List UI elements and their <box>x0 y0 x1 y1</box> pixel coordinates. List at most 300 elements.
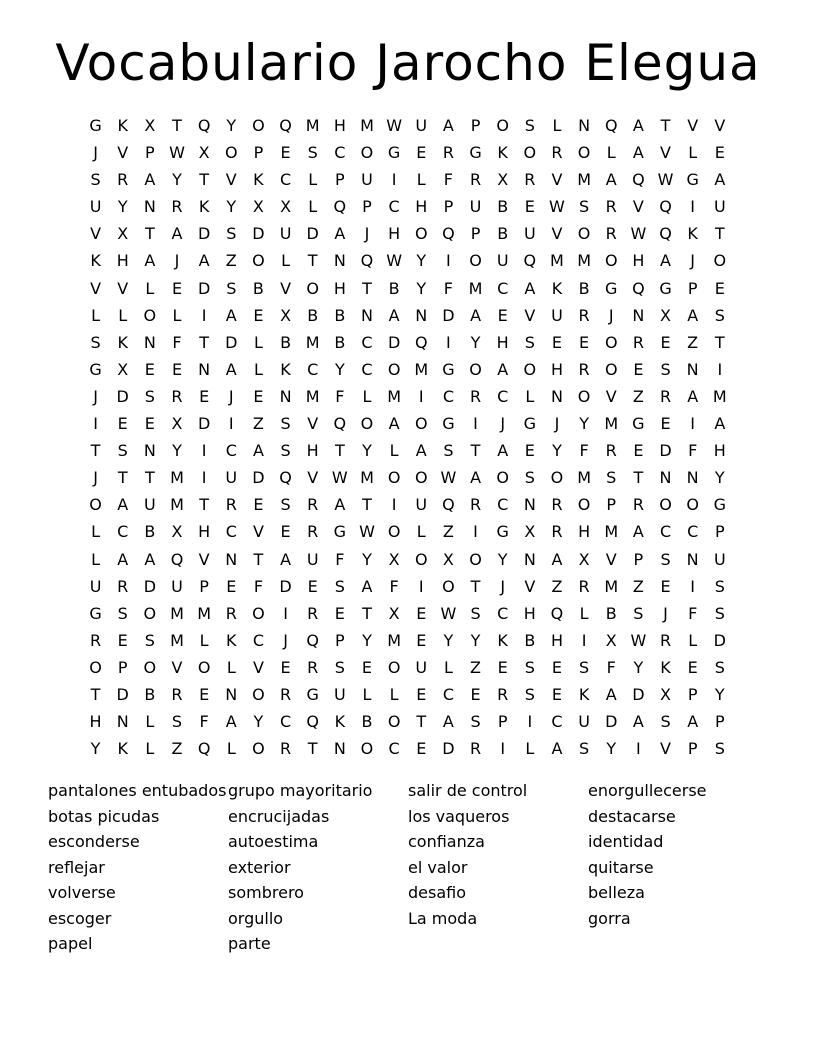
grid-letter: G <box>605 278 618 298</box>
grid-letter: A <box>687 386 699 406</box>
grid-letter: C <box>252 630 264 650</box>
grid-letter: G <box>496 522 509 542</box>
grid-letter: L <box>308 197 318 217</box>
grid-letter: T <box>470 441 481 461</box>
grid-letter: A <box>470 468 482 488</box>
grid-row <box>82 491 733 518</box>
word-list-item: autoestima <box>228 832 319 851</box>
grid-letter: P <box>335 630 345 650</box>
grid-letter: L <box>308 170 318 190</box>
word-list-item: papel <box>48 934 93 953</box>
grid-letter: T <box>362 495 372 515</box>
grid-letter: J <box>608 305 614 325</box>
grid-letter: W <box>440 603 457 623</box>
grid-letter: L <box>552 116 562 135</box>
grid-letter: E <box>117 630 128 650</box>
grid-letter: I <box>446 251 451 271</box>
grid-letter: A <box>117 495 129 515</box>
grid-letter: V <box>660 143 671 163</box>
grid-letter: E <box>199 386 210 406</box>
grid-row <box>82 356 733 383</box>
grid-letter: H <box>415 197 428 217</box>
grid-letter: O <box>387 522 401 542</box>
grid-letter: V <box>605 549 617 569</box>
grid-letter: S <box>334 576 345 596</box>
grid-letter: L <box>389 684 399 704</box>
grid-letter: F <box>335 549 345 569</box>
grid-letter: J <box>228 386 234 406</box>
grid-row <box>82 708 733 735</box>
grid-row <box>82 573 733 600</box>
grid-letter: E <box>171 278 183 298</box>
grid-letter: L <box>416 170 426 190</box>
word-list-item: reflejar <box>48 857 105 877</box>
grid-letter: Q <box>197 116 211 135</box>
grid-letter: T <box>307 251 318 271</box>
word-list-item: esconderse <box>48 832 140 851</box>
grid-letter: J <box>93 386 98 406</box>
grid-letter: D <box>197 278 211 298</box>
grid-letter: O <box>387 657 401 677</box>
grid-letter: Y <box>714 684 725 704</box>
grid-letter: D <box>116 386 129 406</box>
grid-letter: V <box>524 576 536 596</box>
grid-letter: Q <box>306 630 319 650</box>
grid-letter: Q <box>360 251 374 271</box>
grid-letter: O <box>252 251 265 271</box>
grid-letter: O <box>252 739 265 759</box>
grid-letter: V <box>524 305 536 325</box>
grid-letter: Q <box>523 251 537 271</box>
grid-letter: I <box>201 305 207 325</box>
grid-letter: O <box>469 251 482 271</box>
grid-letter: T <box>253 549 264 569</box>
grid-letter: M <box>360 468 374 488</box>
grid-letter: S <box>714 576 725 596</box>
grid-letter: H <box>550 630 563 650</box>
grid-letter: M <box>414 359 429 379</box>
grid-letter: C <box>497 386 509 406</box>
grid-letter: V <box>252 522 264 542</box>
grid-letter: L <box>145 739 155 759</box>
grid-letter: U <box>225 468 238 488</box>
grid-row <box>82 193 733 220</box>
grid-letter: C <box>361 332 373 352</box>
grid-letter: D <box>632 684 645 704</box>
grid-letter: O <box>89 495 102 515</box>
grid-letter: P <box>470 224 481 244</box>
grid-letter: E <box>551 332 563 352</box>
grid-letter: S <box>144 630 155 650</box>
grid-letter: U <box>415 495 428 515</box>
grid-letter: A <box>388 414 400 434</box>
grid-letter: O <box>387 712 401 732</box>
grid-letter: V <box>714 116 726 135</box>
grid-letter: E <box>416 143 427 163</box>
grid-letter: P <box>117 657 128 677</box>
grid-letter: O <box>414 414 428 434</box>
grid-letter: P <box>199 576 209 596</box>
grid-letter: I <box>418 386 424 406</box>
grid-letter: V <box>252 657 264 677</box>
grid-letter: S <box>714 603 725 623</box>
grid-letter: N <box>143 197 156 217</box>
grid-letter: H <box>496 332 509 352</box>
grid-letter: C <box>659 522 672 542</box>
grid-letter: I <box>283 603 288 623</box>
grid-letter: F <box>443 170 453 190</box>
grid-letter: L <box>389 441 399 461</box>
grid-letter: V <box>117 143 129 163</box>
grid-letter: N <box>578 116 591 135</box>
word-list-item: La moda <box>408 908 478 928</box>
grid-letter: M <box>170 603 184 623</box>
grid-letter: C <box>334 143 346 163</box>
grid-letter: R <box>469 495 482 515</box>
word-list-item: volverse <box>48 883 116 902</box>
grid-letter: J <box>283 630 288 650</box>
grid-letter: X <box>144 116 156 135</box>
grid-letter: R <box>605 197 617 217</box>
grid-letter: R <box>117 170 129 190</box>
grid-letter: T <box>90 441 101 461</box>
grid-letter: O <box>306 278 319 298</box>
grid-letter: W <box>359 522 375 542</box>
grid-letter: X <box>578 549 590 569</box>
grid-letter: E <box>144 359 155 379</box>
grid-letter: N <box>333 251 346 271</box>
grid-letter: B <box>605 603 617 623</box>
grid-letter: K <box>497 630 508 650</box>
grid-letter: E <box>497 305 508 325</box>
grid-letter: Z <box>171 739 183 759</box>
grid-letter: T <box>470 576 481 596</box>
grid-letter: B <box>334 332 346 352</box>
grid-letter: K <box>117 332 128 352</box>
grid-letter: L <box>226 657 236 677</box>
grid-letter: M <box>305 332 320 352</box>
grid-letter: O <box>252 603 265 623</box>
grid-letter: I <box>500 739 506 759</box>
word-list-item: salir de control <box>408 781 528 800</box>
grid-letter: O <box>604 251 618 271</box>
grid-letter: Y <box>416 251 427 271</box>
grid-letter: T <box>660 116 671 135</box>
grid-letter: A <box>117 549 129 569</box>
grid-letter: A <box>470 305 482 325</box>
grid-letter: B <box>524 630 536 650</box>
grid-letter: T <box>144 468 155 488</box>
grid-letter: E <box>551 657 563 677</box>
grid-letter: E <box>416 603 427 623</box>
word-list-item: orgullo <box>228 908 284 928</box>
grid-row <box>82 464 733 491</box>
word-list-item: el valor <box>408 857 468 877</box>
grid-letter: Y <box>226 116 237 135</box>
grid-letter: D <box>279 576 292 596</box>
grid-letter: W <box>657 170 674 190</box>
grid-letter: B <box>144 684 156 704</box>
grid-letter: E <box>416 684 427 704</box>
grid-letter: D <box>442 305 455 325</box>
grid-letter: E <box>660 576 671 596</box>
grid-letter: D <box>252 468 265 488</box>
grid-letter: D <box>197 224 211 244</box>
grid-letter: C <box>497 278 509 298</box>
grid-letter: Y <box>226 197 237 217</box>
grid-letter: L <box>172 305 182 325</box>
grid-letter: N <box>333 739 346 759</box>
grid-letter: E <box>253 386 264 406</box>
grid-letter: S <box>714 305 725 325</box>
grid-letter: K <box>497 143 508 163</box>
grid-letter: C <box>117 522 129 542</box>
grid-letter: F <box>199 712 209 732</box>
grid-letter: O <box>143 657 157 677</box>
grid-letter: Z <box>632 386 644 406</box>
grid-letter: R <box>171 684 183 704</box>
grid-letter: L <box>443 657 453 677</box>
grid-letter: S <box>714 657 725 677</box>
grid-letter: L <box>525 739 535 759</box>
grid-letter: W <box>630 630 647 650</box>
word-list-item: gorra <box>588 908 631 928</box>
grid-letter: L <box>606 143 616 163</box>
grid-letter: U <box>713 197 726 217</box>
grid-letter: H <box>523 603 536 623</box>
grid-letter: I <box>391 495 397 515</box>
grid-letter: O <box>442 576 455 596</box>
grid-letter: M <box>387 630 402 650</box>
grid-letter: Q <box>604 116 618 135</box>
grid-letter: U <box>361 170 373 190</box>
grid-letter: K <box>198 197 210 217</box>
word-list-item: escoger <box>48 908 112 928</box>
grid-letter: J <box>364 224 370 244</box>
grid-letter: H <box>198 522 211 542</box>
grid-letter: S <box>226 224 237 244</box>
grid-letter: A <box>497 359 509 379</box>
grid-letter: O <box>360 143 374 163</box>
grid-letter: F <box>253 576 264 596</box>
grid-letter: K <box>660 657 671 677</box>
grid-letter: G <box>442 414 455 434</box>
grid-letter: Q <box>279 116 292 135</box>
grid-letter: S <box>579 739 590 759</box>
grid-letter: O <box>252 116 265 135</box>
grid-letter: X <box>280 197 292 217</box>
grid-letter: U <box>306 549 319 569</box>
grid-letter: A <box>334 224 346 244</box>
word-list-item <box>588 931 768 957</box>
word-list <box>48 778 788 957</box>
grid-letter: B <box>334 305 346 325</box>
grid-letter: G <box>523 414 537 434</box>
grid-letter: O <box>414 468 428 488</box>
grid-letter: Y <box>172 441 182 461</box>
grid-row <box>82 220 733 247</box>
grid-letter: O <box>686 495 699 515</box>
grid-letter: H <box>578 522 591 542</box>
grid-letter: R <box>279 684 292 704</box>
grid-letter: C <box>225 441 237 461</box>
grid-row <box>82 627 733 654</box>
grid-letter: S <box>524 468 535 488</box>
grid-letter: X <box>171 522 183 542</box>
grid-letter: D <box>252 224 265 244</box>
grid-letter: P <box>633 549 644 569</box>
grid-letter: P <box>443 197 454 217</box>
grid-letter: J <box>500 414 506 434</box>
grid-letter: S <box>90 332 101 352</box>
word-list-item: parte <box>228 934 271 953</box>
grid-letter: Y <box>172 170 182 190</box>
grid-letter: S <box>90 170 101 190</box>
grid-letter: N <box>686 549 699 569</box>
grid-letter: X <box>171 414 183 434</box>
grid-letter: U <box>551 305 563 325</box>
grid-letter: B <box>307 305 319 325</box>
grid-letter: S <box>660 712 671 732</box>
grid-letter: L <box>688 630 698 650</box>
grid-letter: M <box>604 576 619 596</box>
grid-letter: N <box>550 386 563 406</box>
grid-letter: K <box>253 170 264 190</box>
grid-letter: V <box>117 278 129 298</box>
grid-letter: A <box>225 305 237 325</box>
grid-letter: U <box>469 197 482 217</box>
grid-letter: B <box>144 522 156 542</box>
grid-letter: W <box>630 224 647 244</box>
grid-row <box>82 410 733 437</box>
grid-letter: A <box>225 712 237 732</box>
grid-letter: E <box>714 278 725 298</box>
grid-letter: Z <box>225 251 237 271</box>
word-list-item: pantalones entubados <box>48 781 227 800</box>
grid-letter: E <box>334 603 345 623</box>
grid-letter: O <box>659 495 672 515</box>
grid-letter: A <box>632 116 644 135</box>
grid-letter: G <box>713 495 726 515</box>
grid-letter: I <box>690 414 696 434</box>
grid-letter: R <box>632 332 644 352</box>
grid-letter: R <box>551 495 563 515</box>
grid-letter: V <box>225 170 237 190</box>
grid-letter: F <box>688 603 698 623</box>
grid-letter: V <box>632 197 644 217</box>
grid-letter: A <box>171 224 183 244</box>
grid-letter: A <box>252 441 264 461</box>
grid-letter: V <box>90 224 102 244</box>
grid-letter: L <box>688 143 698 163</box>
grid-letter: R <box>171 386 183 406</box>
grid-letter: I <box>228 414 234 434</box>
grid-letter: Y <box>362 549 372 569</box>
grid-letter: L <box>145 712 155 732</box>
grid-letter: Y <box>362 630 372 650</box>
grid-letter: U <box>578 712 590 732</box>
word-list-item: desafio <box>408 883 467 902</box>
grid-letter: C <box>225 522 237 542</box>
grid-letter: E <box>416 739 427 759</box>
grid-letter: O <box>469 359 482 379</box>
grid-letter: E <box>171 359 183 379</box>
grid-letter: B <box>497 224 509 244</box>
grid-letter: O <box>550 468 564 488</box>
grid-letter: D <box>143 576 157 596</box>
grid-letter: O <box>577 495 591 515</box>
grid-letter: H <box>89 712 102 732</box>
grid-letter: N <box>686 468 699 488</box>
grid-letter: M <box>170 468 184 488</box>
grid-letter: B <box>252 278 264 298</box>
grid-letter: R <box>632 495 644 515</box>
grid-letter: V <box>280 278 292 298</box>
grid-letter: C <box>442 386 454 406</box>
grid-letter: X <box>660 305 671 325</box>
grid-letter: N <box>523 549 536 569</box>
grid-letter: M <box>577 468 591 488</box>
grid-letter: T <box>117 468 128 488</box>
grid-letter: Q <box>659 197 672 217</box>
grid-letter: Q <box>632 278 645 298</box>
grid-letter: U <box>496 251 509 271</box>
grid-letter: I <box>391 170 397 190</box>
grid-letter: Y <box>253 712 264 732</box>
grid-letter: B <box>578 278 590 298</box>
grid-letter: E <box>660 414 671 434</box>
grid-letter: F <box>172 332 182 352</box>
grid-letter: E <box>307 576 318 596</box>
grid-letter: O <box>577 143 591 163</box>
word-list-item <box>408 931 588 957</box>
grid-letter: Q <box>442 495 455 515</box>
grid-letter: R <box>497 684 509 704</box>
grid-letter: C <box>361 359 373 379</box>
grid-letter: A <box>198 251 210 271</box>
grid-letter: A <box>524 278 536 298</box>
grid-letter: Q <box>306 712 319 732</box>
grid-letter: P <box>687 739 698 759</box>
word-list-item: destacarse <box>588 806 676 826</box>
grid-letter: O <box>496 116 509 135</box>
grid-letter: R <box>225 603 237 623</box>
grid-letter: M <box>468 278 483 298</box>
grid-letter: S <box>606 468 617 488</box>
grid-letter: C <box>497 603 509 623</box>
grid-letter: R <box>117 576 129 596</box>
grid-letter: I <box>473 522 478 542</box>
grid-letter: S <box>117 441 128 461</box>
grid-letter: B <box>280 332 292 352</box>
grid-letter: N <box>360 305 373 325</box>
grid-letter: V <box>551 170 563 190</box>
word-list-item: identidad <box>588 832 664 851</box>
grid-letter: L <box>145 278 155 298</box>
grid-letter: V <box>551 224 563 244</box>
grid-letter: A <box>144 549 156 569</box>
word-list-item: enorgullecerse <box>588 781 707 800</box>
grid-letter: N <box>116 712 129 732</box>
grid-letter: R <box>659 386 672 406</box>
grid-letter: V <box>90 278 102 298</box>
grid-letter: U <box>279 224 292 244</box>
grid-letter: G <box>442 359 455 379</box>
grid-letter: O <box>89 657 102 677</box>
grid-letter: F <box>606 657 616 677</box>
grid-letter: V <box>307 414 319 434</box>
grid-letter: S <box>524 332 535 352</box>
